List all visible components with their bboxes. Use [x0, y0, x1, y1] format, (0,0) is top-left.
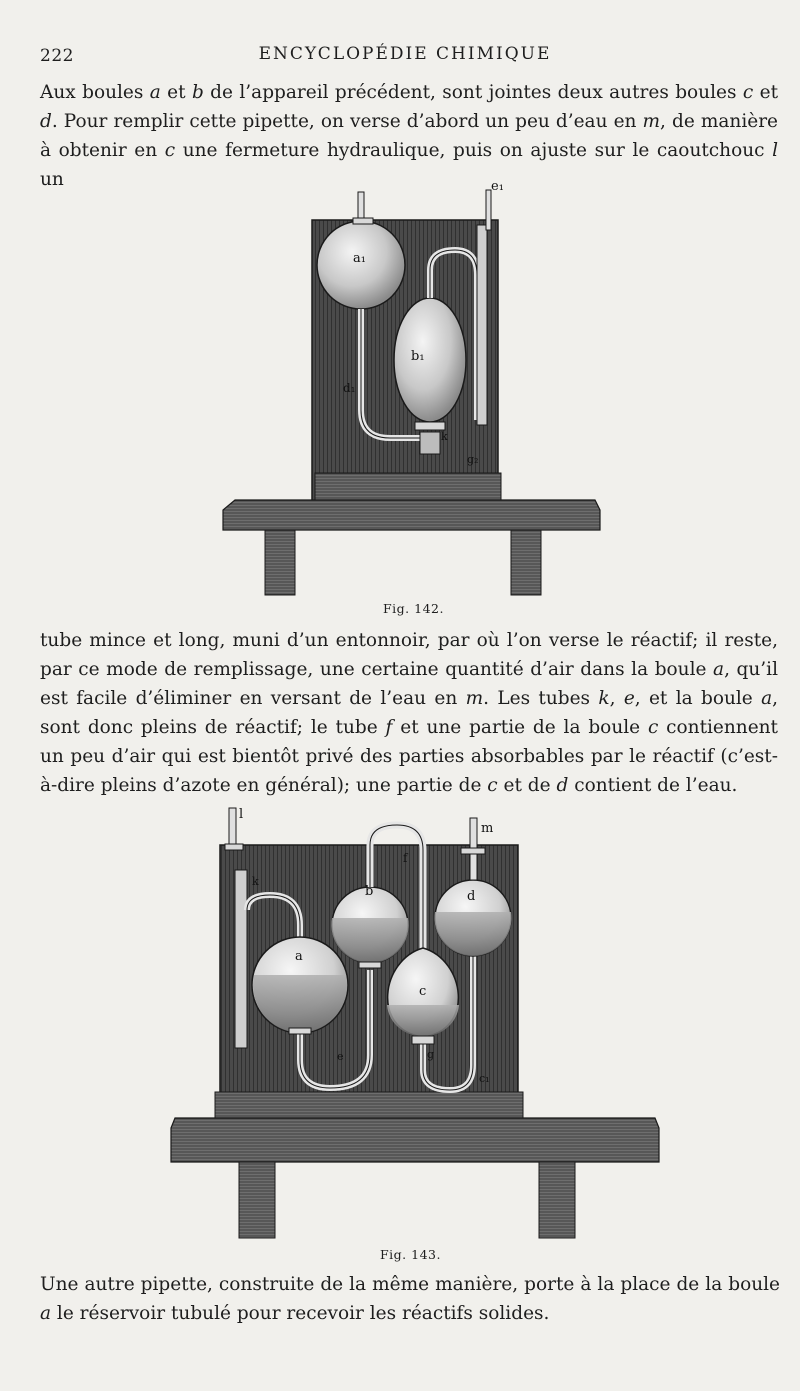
figure-142-pipette-illustration: [215, 170, 610, 600]
fig142-side-tube: [477, 225, 487, 425]
fig142-bulb-b1: [394, 298, 466, 422]
fig143-label-m: m: [481, 821, 494, 836]
fig143-label-k: k: [252, 875, 259, 888]
fig143-label-g: g: [427, 1048, 435, 1061]
paragraph-3: Une autre pipette, construite de la même manière, porte à la place de la boule a le réservoir tubulé pour recevoir les réactifs solides.: [40, 1274, 780, 1324]
fig143-label-c: c: [419, 984, 427, 999]
fig143-label-b: b: [365, 884, 374, 899]
fig143-label-d: d: [467, 889, 476, 904]
fig142-label-e1: e₁: [491, 179, 504, 194]
fig143-label-a: a: [295, 949, 303, 964]
fig143-label-l: l: [239, 807, 244, 822]
fig143-funnel-tube-l: [229, 808, 236, 848]
paragraph-2: tube mince et long, muni d’un entonnoir, par où l’on verse le réactif; il reste, par ce mode de remplissage, une certaine quantité d’air dans la boule a, qu’il est facile d’éliminer en versant de l’eau en m. Les tubes k, e, et la boule a, sont donc pleins de réactif; le tube f et une partie de la boule c contiennent un peu d’air qui est bientôt privé des parties absorbables par le réactif (c’est-à-dire pleins d’azote en général); une partie de c et de d contient de l’eau.: [40, 630, 778, 796]
figure-143-caption: Fig. 143.: [380, 1247, 441, 1262]
fig143-shelf: [171, 1118, 659, 1162]
fig143-label-e: e: [337, 1050, 344, 1063]
fig142-label-b1: b₁: [411, 349, 425, 364]
paragraph-1: Aux boules a et b de l’appareil précédent, sont jointes deux autres boules c et d. Pour remplir cette pipette, on verse d’abord un peu d’eau en m, de manière à obtenir en c une fermeture hydraulique, puis on ajuste sur le caoutchouc l un: [40, 82, 779, 190]
fig142-base-block: [315, 473, 501, 501]
fig143-leg-left: [239, 1162, 275, 1238]
fig142-label-a1: a₁: [353, 251, 366, 266]
fig143-label-c1: c₁: [479, 1072, 490, 1085]
page-number: 222: [40, 46, 74, 66]
fig143-leg-right: [539, 1162, 575, 1238]
running-head: ENCYCLOPÉDIE CHIMIQUE: [258, 44, 552, 64]
fig142-label-d1: d₁: [343, 381, 356, 395]
fig142-label-g2: g₂: [467, 453, 479, 466]
figure-142-caption: Fig. 142.: [383, 601, 444, 616]
fig142-shelf: [223, 500, 600, 530]
page-header: [40, 44, 770, 70]
fig142-leg-right: [511, 530, 541, 595]
fig142-label-k: k: [441, 430, 448, 443]
fig142-leg-left: [265, 530, 295, 595]
fig143-label-f: f: [403, 851, 408, 865]
figure-143-pipette-illustration: [165, 800, 665, 1245]
